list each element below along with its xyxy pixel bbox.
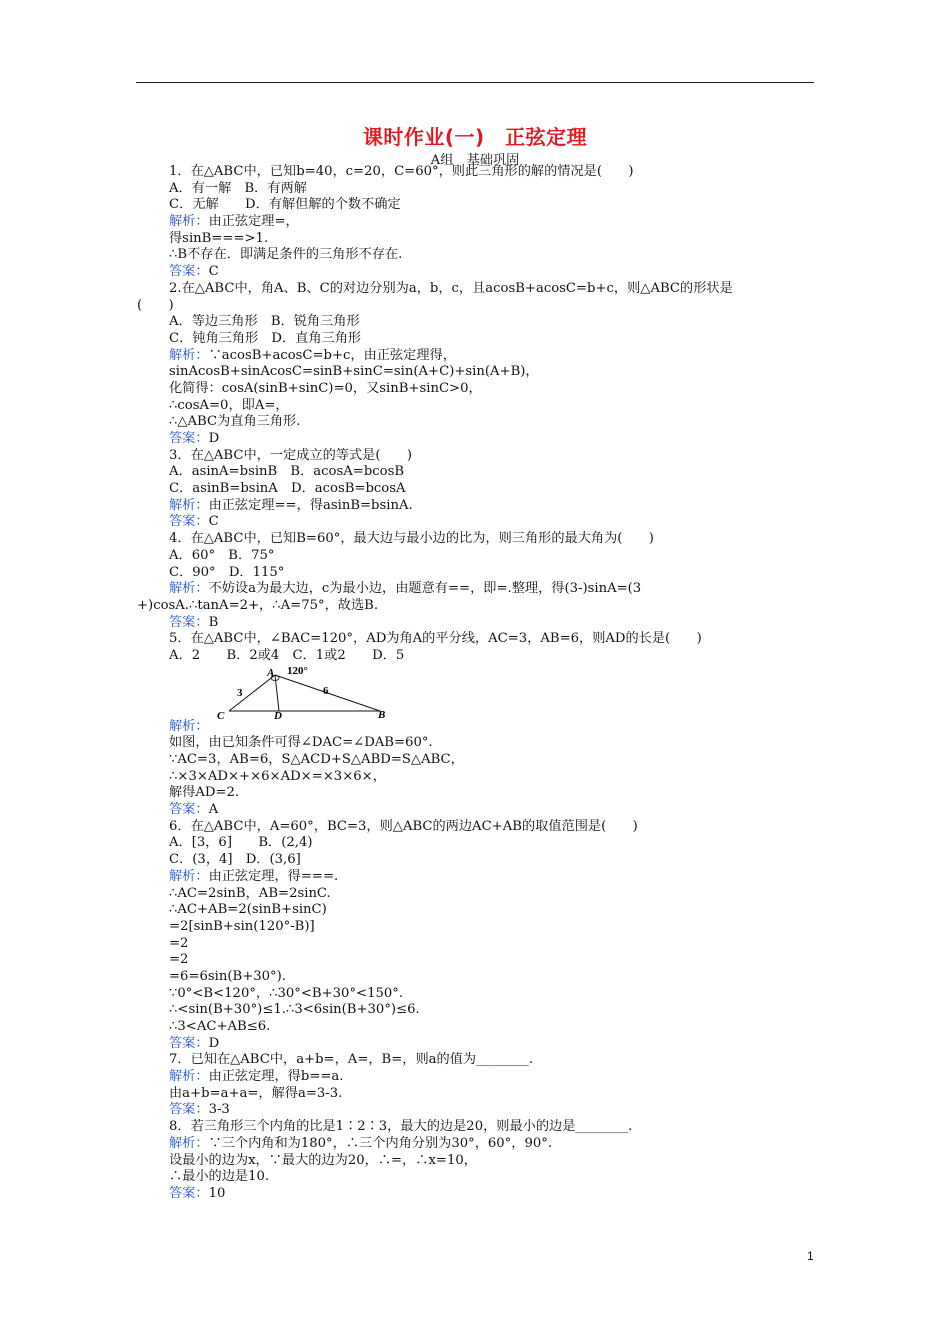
answer-line: [137, 514, 817, 531]
section-label: 答案：: [169, 1185, 209, 1201]
line-text: B: [208, 614, 219, 630]
line-text: ∵AC=3，AB=6，S△ACD+S△ABD=S△ABC，: [169, 752, 464, 767]
text-line: [137, 769, 817, 786]
text-line: [137, 919, 817, 936]
line-text: D: [208, 431, 220, 446]
line-text: =2: [169, 952, 189, 968]
line-text: A．有一解 B．有两解: [169, 180, 307, 196]
section-label: 解析：: [169, 868, 209, 884]
line-text: 5．在△ABC中，∠BAC=120°，AD为角A的平分线，AC=3，AB=6，则AD的长是( ): [169, 631, 702, 647]
section-label: 解析：: [169, 718, 209, 734]
text-line: [137, 381, 817, 398]
line-text: A: [208, 802, 219, 818]
text-line: [137, 464, 817, 481]
text-line: [137, 785, 817, 802]
section-label: 解析：: [169, 214, 209, 230]
line-text: 由正弦定理，得b==a.: [208, 1069, 344, 1085]
text-line: [137, 735, 817, 752]
line-text: 得sinB===>1.: [169, 230, 269, 246]
line-text: 不妨设a为最大边，c为最小边，由题意有==，即=.整理，得(3-)sinA=(3: [208, 581, 642, 597]
line-text: ( ): [137, 297, 174, 313]
text-line: [137, 531, 817, 548]
text-line: [137, 448, 817, 465]
line-text: 1．在△ABC中，已知b=40，c=20，C=60°，则此三角形的解的情况是( ): [169, 164, 634, 179]
line-text: 由a+b=a+a=，解得a=3-3.: [169, 1085, 343, 1101]
analysis-line: [137, 581, 817, 598]
line-text: 3．在△ABC中，一定成立的等式是( ): [169, 447, 412, 463]
text-line: [137, 1119, 817, 1136]
section-label: 答案：: [169, 514, 209, 530]
text-line: [137, 1052, 817, 1069]
text-line: [137, 598, 817, 615]
line-text: C．asinB=bsinA D．acosB=bcosA: [169, 481, 406, 497]
text-line: [137, 631, 817, 648]
line-text: 7．已知在△ABC中，a+b=，A=，B=，则a的值为________.: [169, 1052, 534, 1068]
analysis-line: [137, 719, 817, 736]
line-text: 8．若三角形三个内角的比是1∶2∶3，最大的边是20，则最小的边是________.: [169, 1119, 633, 1135]
line-text: 4．在△ABC中，已知B=60°，最大边与最小边的比为，则三角形的最大角为( ): [169, 531, 654, 547]
text-line: [137, 331, 817, 348]
text-line: [137, 986, 817, 1003]
line-text: C．90° D．115°: [169, 564, 285, 580]
answer-line: [137, 431, 817, 448]
line-text: C．无解 D．有解但解的个数不确定: [169, 197, 401, 213]
segment-ca: [229, 675, 275, 711]
text-line: [137, 197, 817, 214]
line-text: =6=6sin(B+30°).: [169, 968, 286, 984]
line-text: A．等边三角形 B．锐角三角形: [169, 314, 360, 330]
text-line: [137, 852, 817, 869]
analysis-line: [137, 214, 817, 231]
section-label: 解析：: [169, 1135, 209, 1151]
line-text: 10: [208, 1185, 226, 1201]
answer-line: [137, 802, 817, 819]
section-label: 答案：: [169, 431, 209, 446]
answer-line: [137, 264, 817, 281]
section-label: 答案：: [169, 264, 209, 280]
vertex-c-label: C: [217, 709, 225, 719]
text-line: [137, 364, 817, 381]
line-text: +)cosA.∴tanA=2+，∴A=75°，故选B.: [137, 597, 379, 613]
text-line: [137, 1169, 817, 1186]
answer-line: [137, 1036, 817, 1053]
text-line: [137, 648, 817, 665]
line-text: 由正弦定理==，得asinB=bsinA.: [208, 497, 413, 513]
text-line: [137, 1153, 817, 1170]
vertex-b-label: B: [378, 708, 386, 719]
section-label: 答案：: [169, 1102, 209, 1118]
text-line: [137, 298, 817, 315]
triangle-figure: [137, 665, 817, 719]
header-rule: [136, 82, 814, 83]
text-line: [137, 548, 817, 565]
text-line: [137, 835, 817, 852]
line-text: ∴3<AC+AB≤6.: [169, 1019, 271, 1034]
text-line: [137, 231, 817, 248]
side-ab-label: 6: [323, 684, 329, 697]
line-text: ∴AC=2sinB，AB=2sinC.: [169, 885, 331, 901]
page-title: 课时作业(一) 正弦定理: [362, 125, 588, 149]
text-line: [137, 164, 817, 181]
line-text: 解得AD=2.: [169, 785, 240, 801]
line-text: ∴最小的边是10.: [169, 1169, 270, 1185]
line-text: 设最小的边为x，∵最大的边为20，∴=，∴x=10，: [169, 1152, 477, 1168]
line-text: ∴<sin(B+30°)≤1.∴3<6sin(B+30°)≤6.: [169, 1002, 420, 1018]
line-text: 2.在△ABC中，角A、B、C的对边分别为a，b，c，且acosB+acosC=b+c，则△ABC的形状是: [169, 280, 733, 296]
triangle-diagram: [197, 665, 397, 719]
vertex-a-label: A: [267, 666, 275, 679]
line-text: C: [208, 514, 219, 530]
section-label: 解析：: [169, 497, 209, 513]
analysis-line: [137, 869, 817, 886]
text-line: [137, 414, 817, 431]
side-ac-label: 3: [237, 686, 243, 699]
line-text: A．60° B．75°: [169, 547, 275, 563]
text-line: [137, 969, 817, 986]
analysis-line: [137, 1069, 817, 1086]
group-subtitle: A组 基础巩固: [430, 153, 520, 168]
line-text: A．asinA=bsinB B．acosA=bcosB: [169, 464, 405, 480]
line-text: 如图，由已知条件可得∠DAC=∠DAB=60°.: [169, 735, 433, 751]
text-line: [137, 281, 817, 298]
answer-line: [137, 1186, 817, 1203]
line-text: A．[3，6] B．(2,4): [169, 835, 313, 851]
answer-line: [137, 615, 817, 632]
line-text: =2: [169, 935, 189, 951]
line-text: sinAcosB+sinAcosC=sinB+sinC=sin(A+C)+sin(A+B)，: [169, 364, 539, 380]
text-line: [137, 902, 817, 919]
section-label: 答案：: [169, 1035, 209, 1051]
text-line: [137, 1019, 817, 1036]
text-line: [137, 952, 817, 969]
line-text: C．(3，4] D．(3,6]: [169, 852, 301, 868]
line-text: C: [208, 264, 219, 280]
analysis-line: [137, 1136, 817, 1153]
angle-label: 120°: [287, 664, 308, 677]
analysis-line: [137, 498, 817, 515]
text-line: [137, 565, 817, 582]
line-text: ∴AC+AB=2(sinB+sinC): [169, 902, 327, 918]
vertex-d-label: D: [274, 709, 282, 719]
line-text: 化简得：cosA(sinB+sinC)=0，又sinB+sinC>0，: [169, 380, 482, 396]
section-label: 解析：: [169, 347, 209, 363]
line-text: ∴△ABC为直角三角形.: [169, 414, 301, 430]
text-line: [137, 398, 817, 415]
line-text: ∴×3×AD×+×6×AD×=×3×6×，: [169, 768, 386, 784]
text-line: [137, 752, 817, 769]
line-text: ∵0°<B<120°，∴30°<B+30°<150°.: [169, 985, 404, 1001]
text-line: [137, 936, 817, 953]
page-number: 1: [807, 1249, 814, 1263]
section-label: 解析：: [169, 581, 209, 597]
section-label: 答案：: [169, 614, 209, 630]
text-line: [137, 819, 817, 836]
line-text: ∵三个内角和为180°，∴三个内角分别为30°，60°，90°.: [208, 1135, 553, 1151]
answer-line: [137, 1102, 817, 1119]
line-text: ∴B不存在．即满足条件的三角形不存在.: [169, 247, 403, 263]
section-label: 答案：: [169, 802, 209, 818]
text-line: [137, 1086, 817, 1103]
line-text: D: [208, 1035, 220, 1051]
line-text: ∴cosA=0，即A=，: [169, 397, 289, 413]
line-text: 由正弦定理=，: [208, 214, 299, 230]
text-line: [137, 181, 817, 198]
text-line: [137, 886, 817, 903]
exercise-content: [137, 164, 817, 1203]
line-text: 3-3: [208, 1102, 230, 1118]
line-text: =2[sinB+sin(120°-B)]: [169, 918, 315, 934]
section-label: 解析：: [169, 1069, 209, 1085]
text-line: [137, 481, 817, 498]
line-text: A．2 B．2或4 C．1或2 D．5: [169, 647, 405, 663]
line-text: C．钝角三角形 D．直角三角形: [169, 330, 362, 346]
text-line: [137, 1002, 817, 1019]
line-text: 6．在△ABC中，A=60°，BC=3，则△ABC的两边AC+AB的取值范围是( ): [169, 818, 638, 834]
analysis-line: [137, 348, 817, 365]
text-line: [137, 247, 817, 264]
text-line: [137, 314, 817, 331]
line-text: 由正弦定理，得===.: [208, 868, 339, 884]
line-text: ∵acosB+acosC=b+c，由正弦定理得，: [208, 347, 456, 363]
